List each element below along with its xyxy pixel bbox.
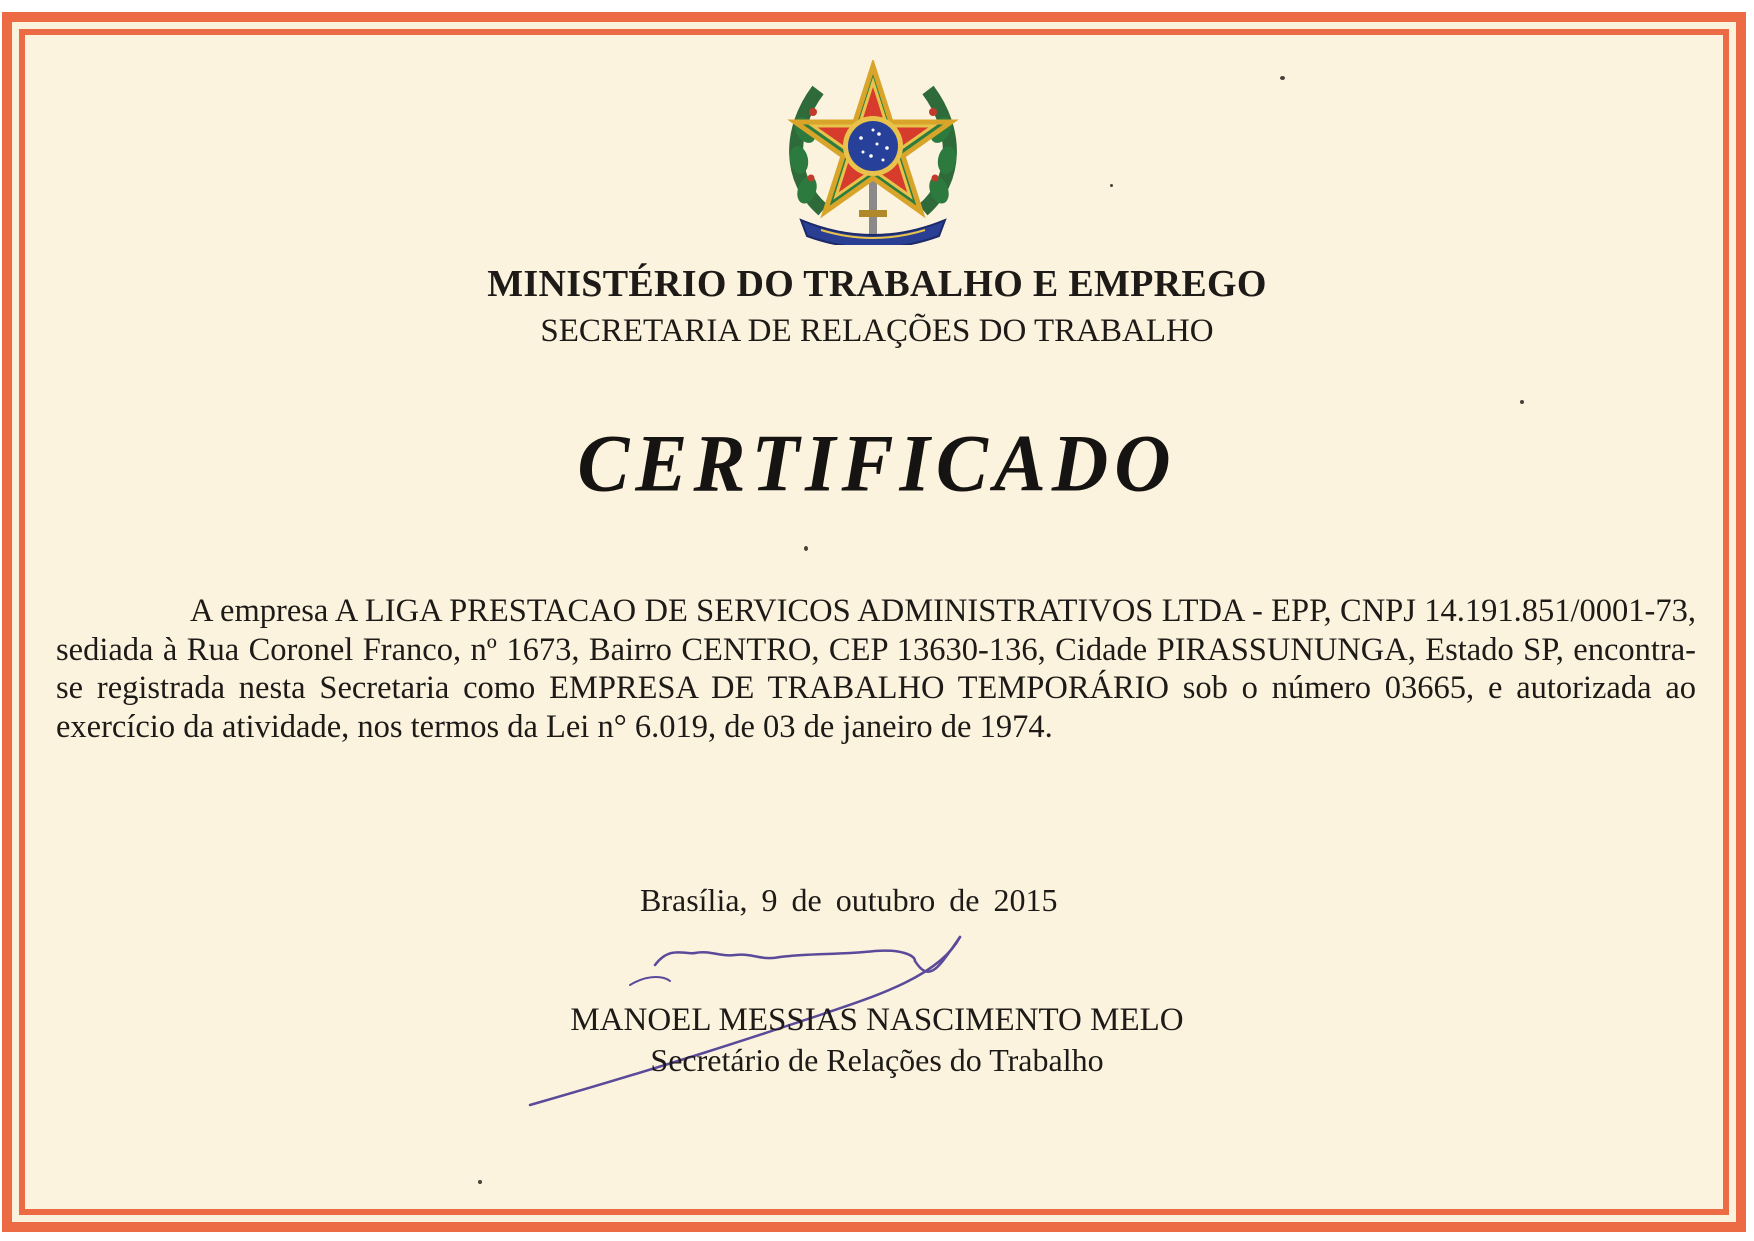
paper-speck <box>804 546 808 551</box>
signer-name: MANOEL MESSIAS NASCIMENTO MELO <box>570 1002 1184 1038</box>
secretaria-subheading: SECRETARIA DE RELAÇÕES DO TRABALHO <box>540 313 1214 349</box>
signer-title: Secretário de Relações do Trabalho <box>650 1042 1104 1078</box>
ministry-heading: MINISTÉRIO DO TRABALHO E EMPREGO <box>487 263 1267 305</box>
brazil-coat-of-arms-icon <box>783 60 963 245</box>
certificate-body: A empresa A LIGA PRESTACAO DE SERVICOS ADMINISTRATIVOS LTDA - EPP, CNPJ 14.191.851/0001-73, sediada à Rua Coronel Franco, nº 1673, Bairro CENTRO, CEP 13630-136, Cidade PIRASSUNUNGA, Estado SP, encontra-se registrada nesta Secretaria como EMPRESA DE TRABALHO TEMPORÁRIO sob o número 03665, e autorizada ao exercício da atividade, nos termos da Lei n° 6.019, de 03 de janeiro de 1974. <box>56 593 1696 745</box>
issue-date: Brasília, 9 de outubro de 2015 <box>640 882 1058 918</box>
paper-speck <box>478 1180 482 1184</box>
paper-speck <box>1280 76 1285 80</box>
paper-speck <box>1110 184 1113 187</box>
paper-speck <box>1520 400 1524 404</box>
certificate-title: CERTIFICADO <box>577 416 1177 509</box>
